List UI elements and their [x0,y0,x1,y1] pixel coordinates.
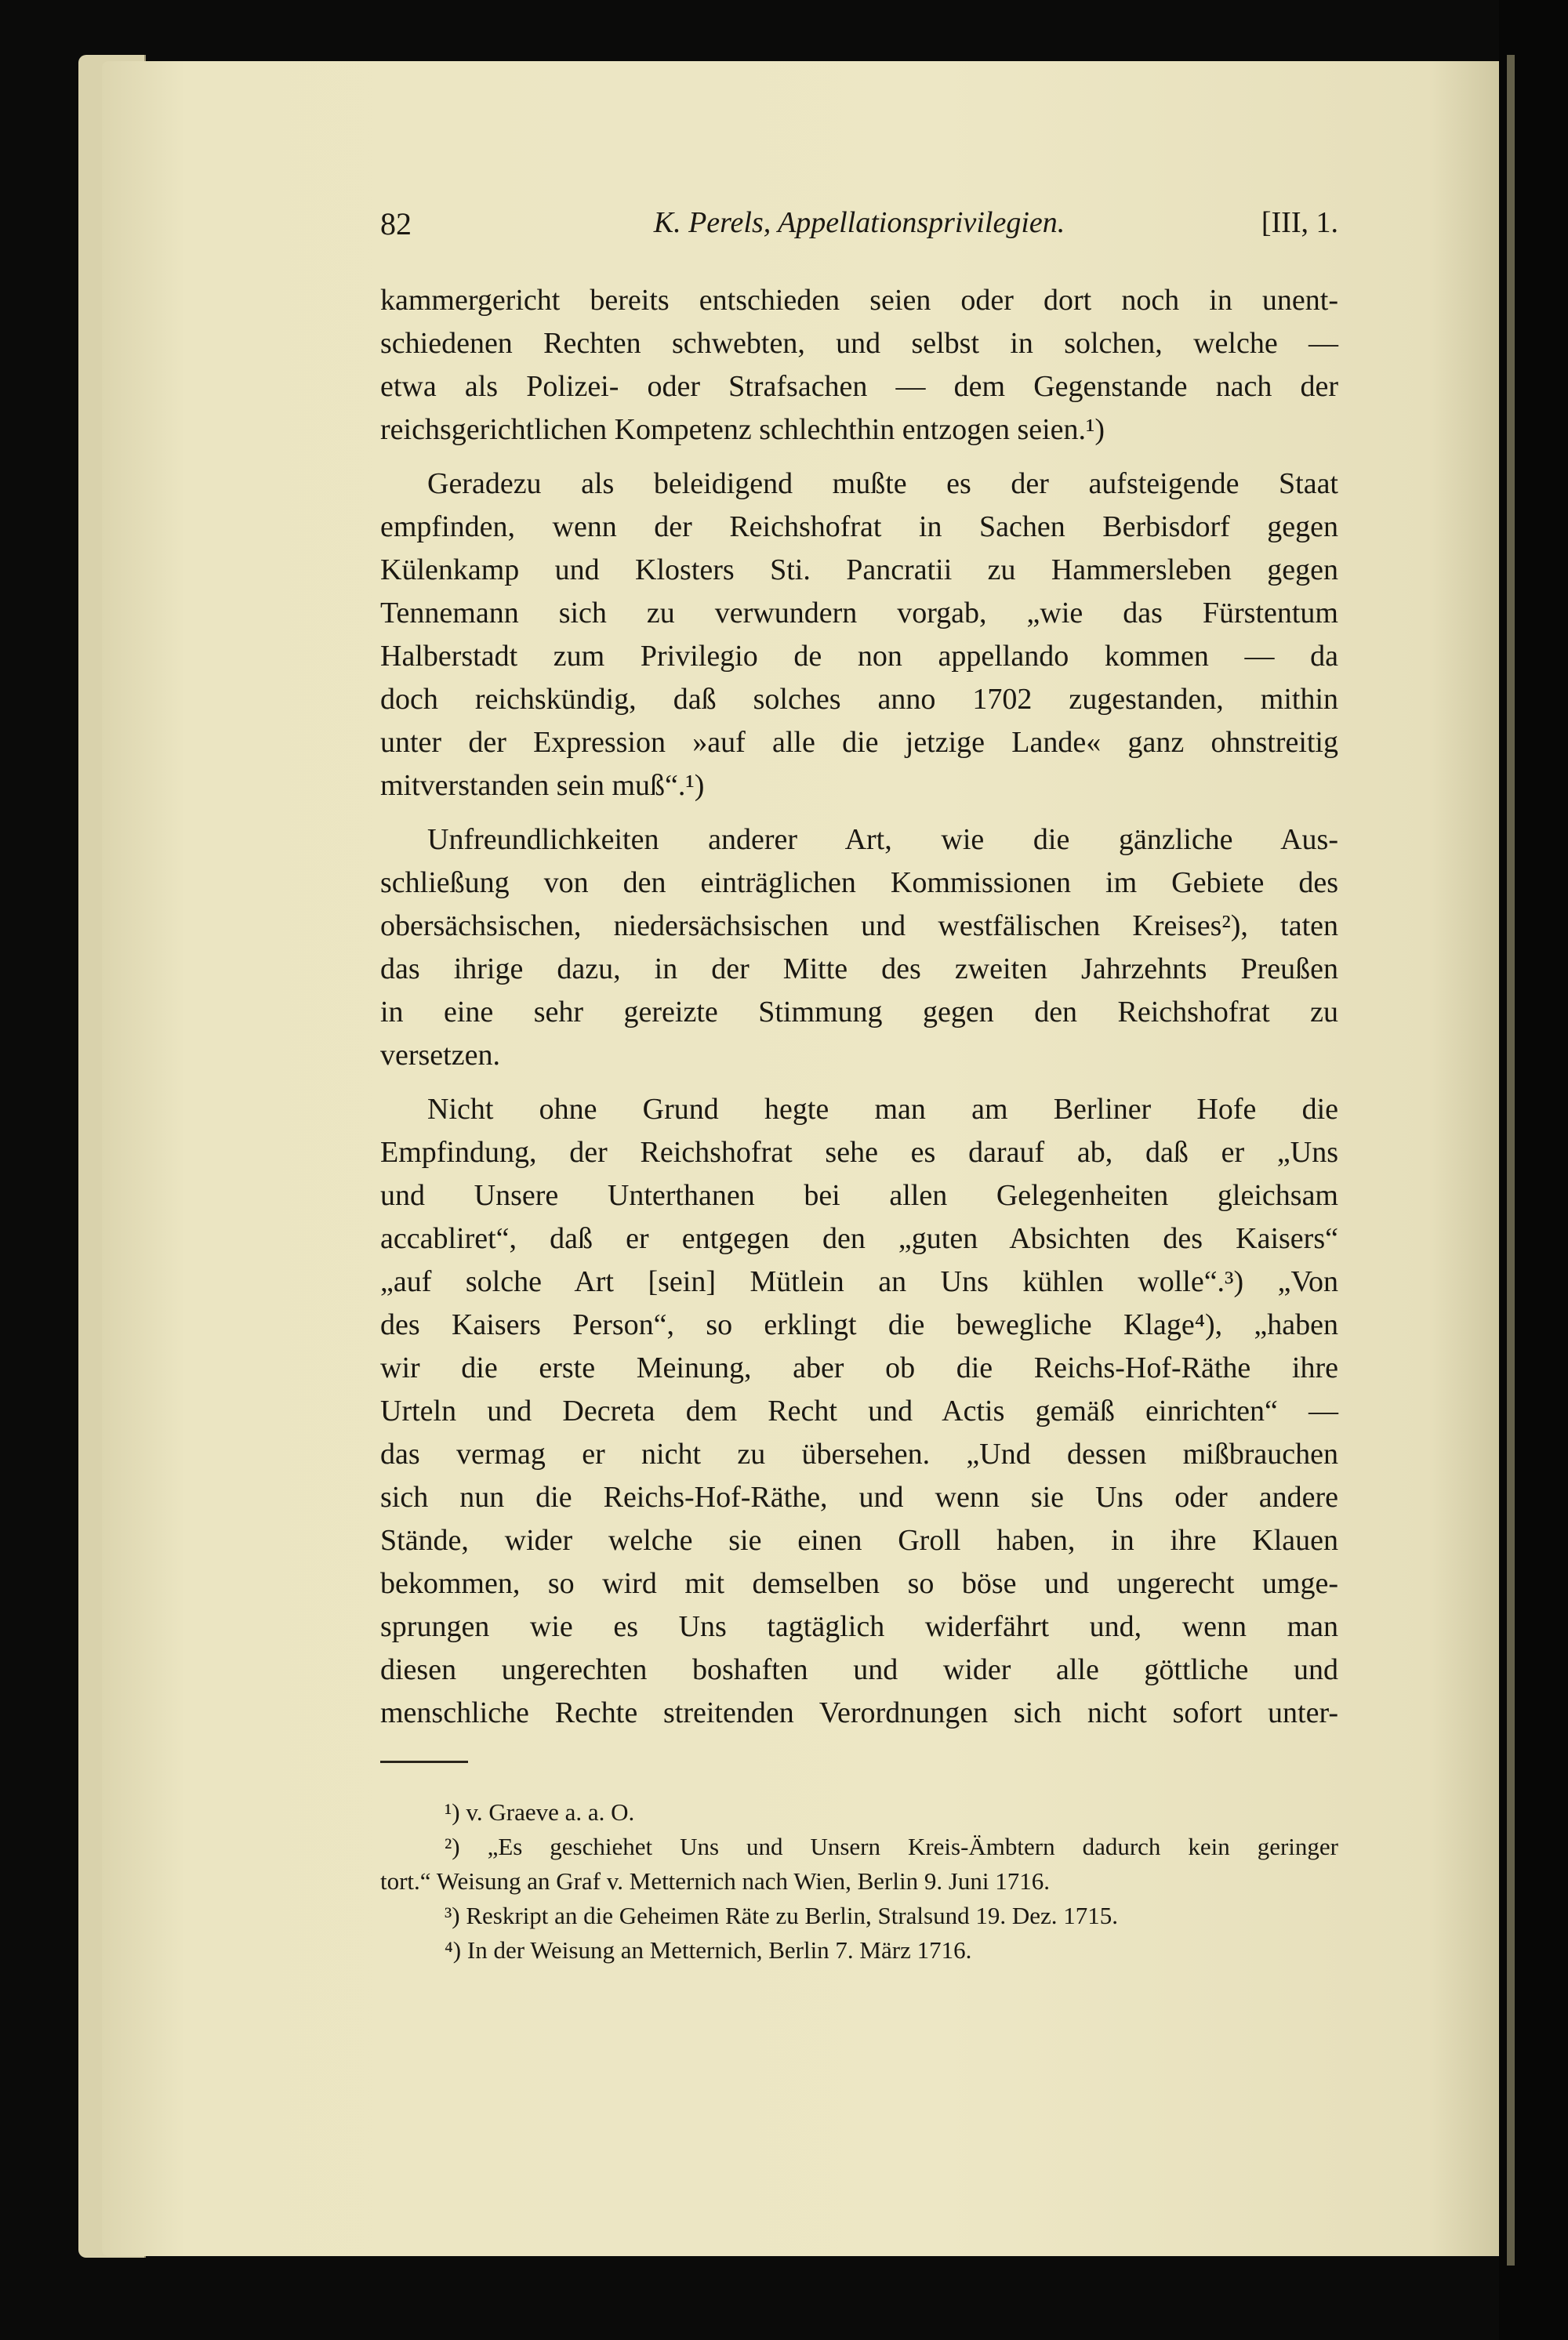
footnote-line: ³) Reskript an die Geheimen Räte zu Berlin, Stralsund 19. Dez. 1715. [445,1902,1119,1929]
text-line: wir die erste Meinung, aber ob die Reichs-Hof-Räthe ihre [380,1351,1338,1384]
text-line: kammergericht bereits entschieden seien oder dort noch in unent- [380,284,1338,317]
footnote-line: tort.“ Weisung an Graf v. Metternich nach Wien, Berlin 9. Juni 1716. [380,1867,1051,1895]
paragraph [380,463,1338,807]
text-line: Stände, wider welche sie einen Groll haben, in ihre Klauen [380,1524,1338,1557]
footnote-rule [380,1761,468,1763]
text-line: Tennemann sich zu verwundern vorgab, „wie das Fürstentum [380,597,1338,629]
paragraph [380,818,1338,1077]
footnotes [380,1795,1338,1968]
facing-page-edge [1507,55,1515,2266]
footnote-line: ¹) v. Graeve a. a. O. [445,1798,635,1826]
text-line: Geradezu als beleidigend mußte es der aufsteigende Staat [427,467,1338,500]
text-line: „auf solche Art [sein] Mütlein an Uns kühlen wolle“.³) „Von [380,1265,1338,1298]
running-title: K. Perels, Appellationsprivilegien. [653,206,1065,239]
text-line: versetzen. [380,1039,500,1072]
footnote-line: ²) „Es geschiehet Uns und Unsern Kreis-Ämbtern dadurch kein geringer [445,1833,1338,1860]
text-line: und Unsere Unterthanen bei allen Gelegenheiten gleichsam [380,1179,1338,1212]
footnote-line: ⁴) In der Weisung an Metternich, Berlin 7. März 1716. [445,1936,972,1964]
body-text [380,279,1338,1746]
text-line: sich nun die Reichs-Hof-Räthe, und wenn sie Uns oder andere [380,1481,1338,1514]
section-marker: [III, 1. [1261,206,1338,239]
paragraph [380,1088,1338,1735]
running-header [380,205,1338,252]
text-line: Halberstadt zum Privilegio de non appellando kommen — da [380,640,1338,673]
text-line: Urteln und Decreta dem Recht und Actis gemäß einrichten“ — [380,1395,1338,1428]
text-line: unter der Expression »auf alle die jetzige Lande« ganz ohnstreitig [380,726,1338,759]
text-line: bekommen, so wird mit demselben so böse und ungerecht umge- [380,1567,1338,1600]
text-line: in eine sehr gereizte Stimmung gegen den Reichshofrat zu [380,996,1338,1029]
text-line: Unfreundlichkeiten anderer Art, wie die gänzliche Aus- [427,823,1338,856]
text-line: schließung von den einträglichen Kommissionen im Gebiete des [380,866,1338,899]
text-line: accabliret“, daß er entgegen den „guten Absichten des Kaisers“ [380,1222,1338,1255]
text-line: obersächsischen, niedersächsischen und westfälischen Kreises²), taten [380,909,1338,942]
text-line: des Kaisers Person“, so erklingt die bewegliche Klage⁴), „haben [380,1308,1338,1341]
text-line: Empfindung, der Reichshofrat sehe es darauf ab, daß er „Uns [380,1136,1338,1169]
paragraph [380,279,1338,452]
text-line: empfinden, wenn der Reichshofrat in Sachen Berbisdorf gegen [380,510,1338,543]
text-line: das ihrige dazu, in der Mitte des zweiten Jahrzehnts Preußen [380,952,1338,985]
page-number: 82 [380,206,412,241]
text-line: doch reichskündig, daß solches anno 1702 zugestanden, mithin [380,683,1338,716]
text-line: menschliche Rechte streitenden Verordnungen sich nicht sofort unter- [380,1696,1338,1729]
text-line: reichsgerichtlichen Kompetenz schlechthin entzogen seien.¹) [380,413,1105,446]
text-line: sprungen wie es Uns tagtäglich widerfährt und, wenn man [380,1610,1338,1643]
text-line: Külenkamp und Klosters Sti. Pancratii zu Hammersleben gegen [380,553,1338,586]
text-line: das vermag er nicht zu übersehen. „Und dessen mißbrauchen [380,1438,1338,1471]
text-line: etwa als Polizei- oder Strafsachen — dem Gegenstande nach der [380,370,1338,403]
text-line: Nicht ohne Grund hegte man am Berliner Hofe die [427,1093,1338,1126]
text-line: schiedenen Rechten schwebten, und selbst in solchen, welche — [380,327,1338,360]
text-line: mitverstanden sein muß“.¹) [380,769,705,802]
text-line: diesen ungerechten boshaften und wider alle göttliche und [380,1653,1338,1686]
